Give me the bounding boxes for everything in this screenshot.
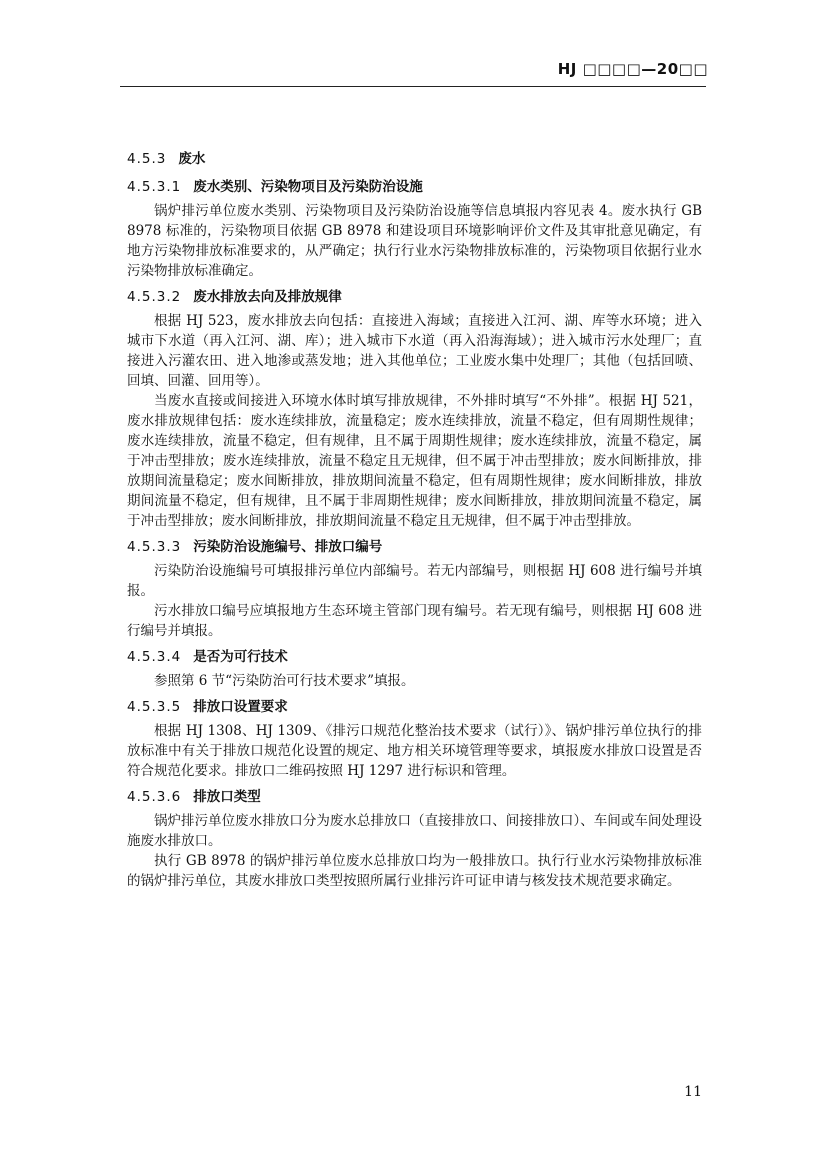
section-heading [127,287,702,307]
section-number: 4.5.3.3 [127,539,182,555]
section-number: 4.5.3.4 [127,649,182,665]
section-number: 4.5.3.1 [127,179,182,195]
section-title: 废水 [178,151,206,167]
section-heading [127,537,702,557]
section-heading [127,647,702,667]
section-title: 排放口设置要求 [193,699,288,715]
header-divider [120,86,706,87]
section-heading [127,177,702,197]
section-4-5-3-3 [127,537,702,641]
section-4-5-3-6 [127,787,702,891]
paragraph: 污染防治设施编号可填报排污单位内部编号。若无内部编号，则根据 HJ 608 进行编号并填报。 [127,563,702,599]
document-code-header: HJ □□□□—20□□ [557,60,708,78]
section-number: 4.5.3.2 [127,289,182,305]
paragraph: 当废水直接或间接进入环境水体时填写排放规律，不外排时填写“不外排”。根据 HJ 521，废水排放规律包括：废水连续排放，流量稳定；废水连续排放，流量不稳定，但有周期性规律；废水连续排放，流量不稳定，但有规律，且不属于周期性规律；废水连续排放，流量不稳定，属于冲击型排放；废水连续排放，流量不稳定且无规律，但不属于冲击型排放；废水间断排放，排放期间流量稳定；废水间断排放，排放期间流量不稳定，但有周期性规律；废水间断排放，排放期间流量不稳定，但有规律，且不属于非周期性规律；废水间断排放，排放期间流量不稳定，属于冲击型排放；废水间断排放，排放期间流量不稳定且无规律，但不属于冲击型排放。 [127,393,702,529]
section-title: 是否为可行技术 [193,649,288,665]
section-4-5-3 [127,149,702,169]
section-title: 排放口类型 [193,789,261,805]
paragraph: 锅炉排污单位废水排放口分为废水总排放口（直接排放口、间接排放口）、车间或车间处理设施废水排放口。 [127,813,702,849]
page-number: 11 [684,1084,702,1100]
section-number: 4.5.3.6 [127,789,182,805]
section-number: 4.5.3 [127,151,167,167]
document-body [127,149,702,897]
section-number: 4.5.3.5 [127,699,182,715]
paragraph: 执行 GB 8978 的锅炉排污单位废水总排放口均为一般排放口。执行行业水污染物排放标准的锅炉排污单位，其废水排放口类型按照所属行业排污许可证申请与核发技术规范要求确定。 [127,853,702,889]
section-4-5-3-2 [127,287,702,531]
section-title: 污染防治设施编号、排放口编号 [193,539,383,555]
section-heading [127,697,702,717]
section-heading [127,787,702,807]
paragraph: 根据 HJ 523，废水排放去向包括：直接进入海域；直接进入江河、湖、库等水环境；进入城市下水道（再入江河、湖、库）；进入城市下水道（再入沿海海域）；进入城市污水处理厂；直接进入污灌农田、进入地渗或蒸发地；进入其他单位；工业废水集中处理厂；其他（包括回喷、回填、回灌、回用等）。 [127,313,702,389]
section-title: 废水类别、污染物项目及污染防治设施 [193,179,423,195]
paragraph: 参照第 6 节“污染防治可行技术要求”填报。 [154,673,415,689]
section-title: 废水排放去向及排放规律 [193,289,342,305]
section-4-5-3-1 [127,177,702,281]
paragraph: 锅炉排污单位废水类别、污染物项目及污染防治设施等信息填报内容见表 4。废水执行 GB 8978 标准的，污染物项目依据 GB 8978 和建设项目环境影响评价文件及其审批意见确定，有地方污染物排放标准要求的，从严确定；执行行业水污染物排放标准的，污染物项目依据行业水污染物排放标准确定。 [127,203,702,279]
section-4-5-3-5 [127,697,702,781]
section-heading [127,149,702,169]
paragraph: 根据 HJ 1308、HJ 1309、《排污口规范化整治技术要求（试行）》、锅炉排污单位执行的排放标准中有关于排放口规范化设置的规定、地方相关环境管理等要求，填报废水排放口设置是否符合规范化要求。排放口二维码按照 HJ 1297 进行标识和管理。 [127,723,702,779]
paragraph: 污水排放口编号应填报地方生态环境主管部门现有编号。若无现有编号，则根据 HJ 608 进行编号并填报。 [127,603,702,639]
section-4-5-3-4 [127,647,702,691]
